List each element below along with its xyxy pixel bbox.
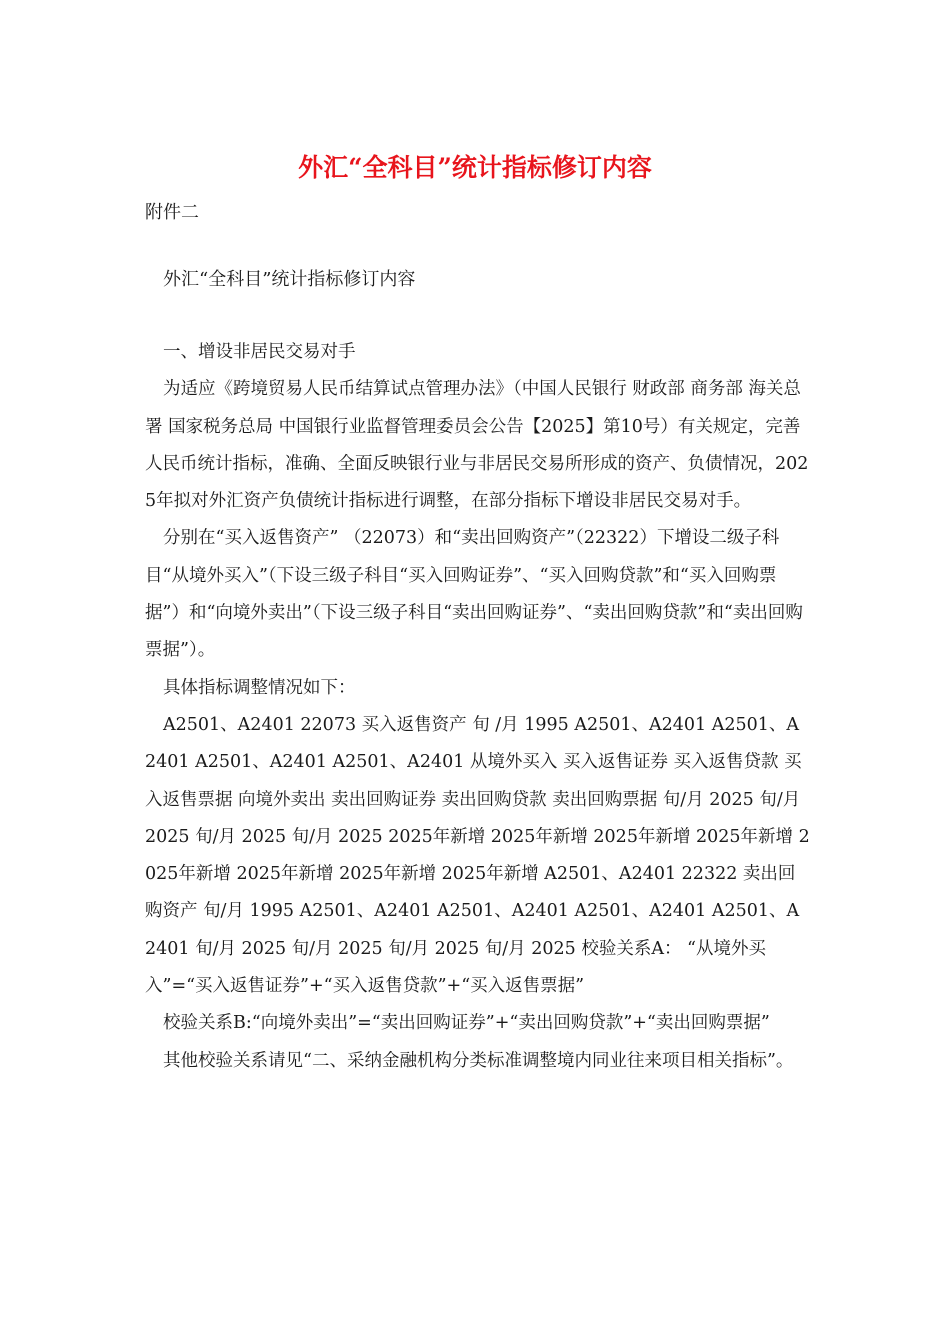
document-subtitle: 外汇“全科目”统计指标修订内容 [163, 269, 416, 290]
section-heading: 一、增设非居民交易对手 [163, 342, 356, 362]
paragraph-adjustment-lead: 具体指标调整情况如下： [163, 677, 356, 698]
document-title: 外汇“全科目”统计指标修订内容 [298, 153, 652, 182]
paragraph-other-validation: 其他校验关系请见“二、采纳金融机构分类标准调整境内同业往来项目相关指标”。 [163, 1050, 794, 1071]
paragraph-intro: 为适应《跨境贸易人民币结算试点管理办法》（中国人民银行 财政部 商务部 海关总署 国家税务总局 中国银行业监督管理委员会公告【2025】第10号）有关规定，完善人民币统计指标，准确、全面反映银行业与非居民交易所形成的资产、负债情况，2025年拟对外汇资产负债统计指标进行调整，在部分指标下增设非居民交易对手。 [145, 379, 809, 512]
paragraph-subaccounts: 分别在“买入返售资产” （22073）和“卖出回购资产”（22322）下增设二级子科目“从境外买入”（下设三级子科目“买入回购证券”、“买入回购贷款”和“买入回购票据”）和“向境外卖出”（下设三级子科目“卖出回购证券”、“卖出回购贷款”和“卖出回购票据”）。 [145, 528, 803, 661]
attachment-label: 附件二 [145, 202, 199, 223]
paragraph-indicator-list: A2501、A2401 22073 买入返售资产 旬 /月 1995 A2501、A2401 A2501、A2401 A2501、A2401 A2501、A2401 从境外买入 买入返售证券 买入返售贷款 买入返售票据 向境外卖出 卖出回购证券 卖出回购贷款 卖出回购票据 旬/月 2025 旬/月 2025 旬/月 2025 旬/月 2025 2025年新增 2025年新增 2025年新增 2025年新增 2025年新增 2025年新增 2025年新增 2025年新增 A2501、A2401 22322 卖出回购资产 旬/月 1995 A2501、A2401 A2501、A2401 A2501、A2401 A2501、A2401 旬/月 2025 旬/月 2025 旬/月 2025 旬/月 2025 校验关系A： “从境外买入”=“买入返售证券”+“买入返售贷款”+“买入返售票据” [145, 714, 810, 997]
paragraph-validation-b: 校验关系B:“向境外卖出”=“卖出回购证券”+“卖出回购贷款”+“卖出回购票据” [163, 1013, 770, 1034]
document-body [145, 334, 810, 1080]
